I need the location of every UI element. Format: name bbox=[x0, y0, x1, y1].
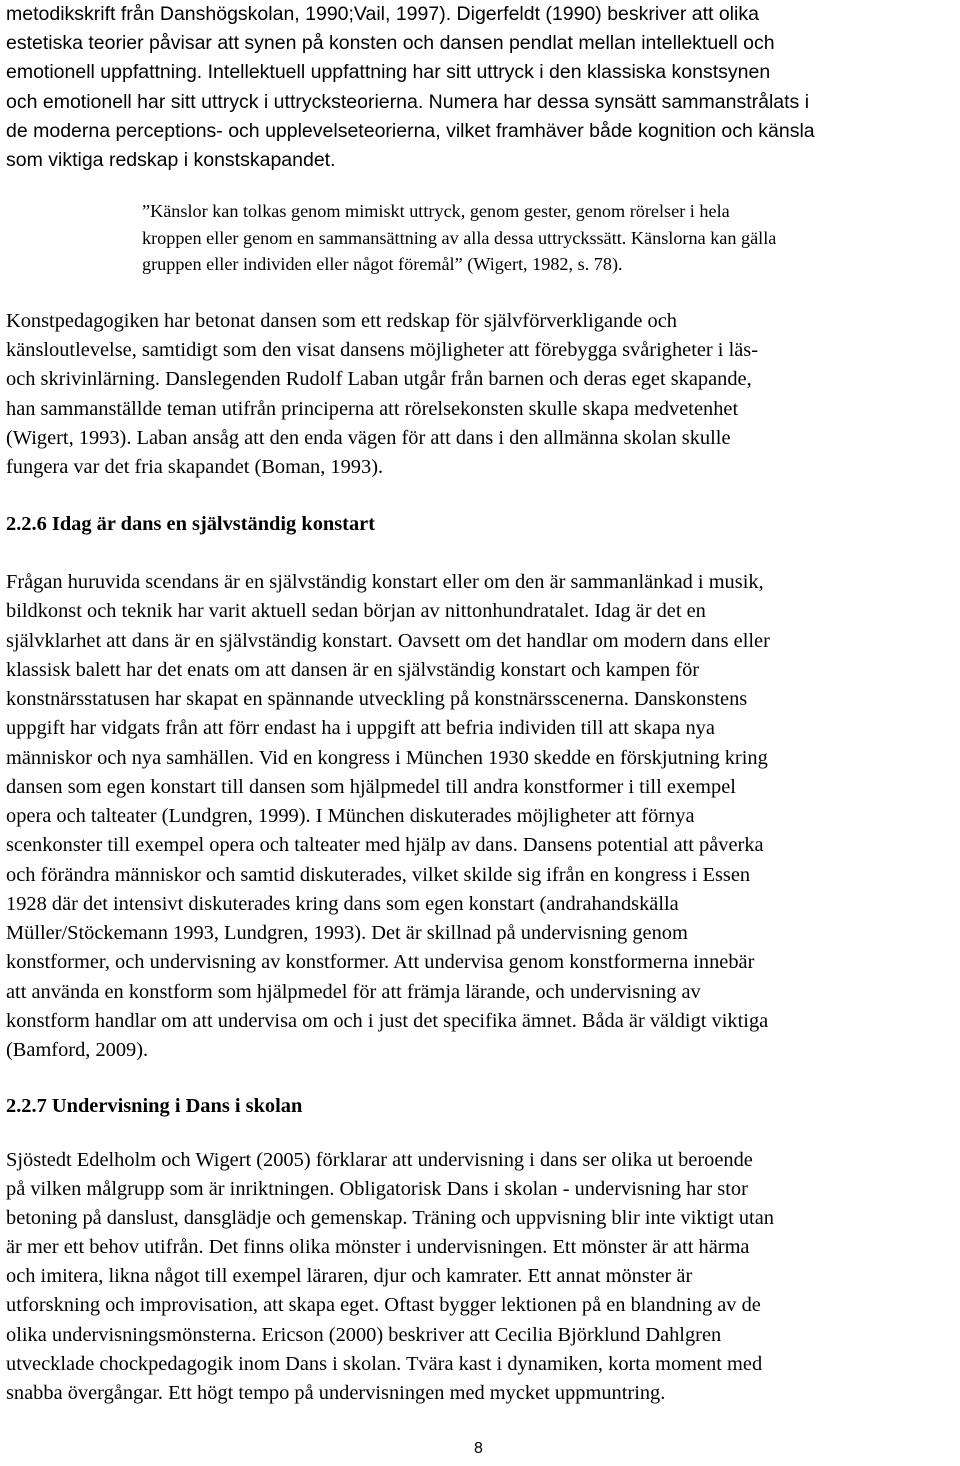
text-line: olika undervisningsmönsterna. Ericson (2000) beskriver att Cecilia Björklund Dahlgren bbox=[6, 1323, 722, 1346]
text-line: och imitera, likna något till exempel läraren, djur och kamrater. Ett annat mönster är bbox=[6, 1265, 693, 1288]
text-line: Müller/Stöckemann 1993, Lundgren, 1993). Det är skillnad på undervisning genom bbox=[6, 922, 688, 944]
text-line: snabba övergångar. Ett högt tempo på undervisningen med mycket uppmuntring. bbox=[6, 1381, 666, 1404]
text-line: metodikskrift från Danshögskolan, 1990;Vail, 1997). Digerfeldt (1990) beskriver att olika bbox=[6, 3, 759, 25]
text-line: som viktiga redskap i konstskapandet. bbox=[6, 149, 336, 172]
block-quote bbox=[142, 198, 776, 278]
text-line: är mer ett behov utifrån. Det finns olika mönster i undervisningen. Ett mönster är att härma bbox=[6, 1236, 750, 1259]
text-line: utforskning och improvisation, att skapa eget. Oftast bygger lektionen på en blandning av de bbox=[6, 1294, 761, 1317]
quote-line: ”Känslor kan tolkas genom mimiskt uttryck, genom gester, genom rörelser i hela bbox=[142, 201, 730, 221]
page-number: 8 bbox=[474, 1440, 483, 1457]
text-line: (Wigert, 1993). Laban ansåg att den enda vägen för att dans i den allmänna skolan skulle bbox=[6, 426, 731, 449]
text-line: uppgift har vidgats från att förr endast ha i uppgift att befria individen till att skapa nya bbox=[6, 717, 715, 740]
text-line: estetiska teorier påvisar att synen på konsten och dansen pendlat mellan intellektuell och bbox=[6, 32, 775, 55]
text-line: självklarhet att dans är en självständig konstart. Oavsett om det handlar om modern dans eller bbox=[6, 629, 770, 652]
text-line: fungera var det fria skapandet (Boman, 1993). bbox=[6, 456, 384, 479]
text-line: att använda en konstform som hjälpmedel för att främja lärande, och undervisning av bbox=[6, 980, 701, 1003]
konstpedagogik-paragraph bbox=[6, 307, 758, 482]
text-line: betoning på danslust, dansglädje och gemenskap. Träning och uppvisning blir inte viktigt utan bbox=[6, 1207, 774, 1230]
text-line: 1928 där det intensivt diskuterades kring dans som egen konstart (andrahandskälla bbox=[6, 892, 679, 915]
text-line: på vilken målgrupp som är inriktningen. Obligatorisk Dans i skolan - undervisning har stor bbox=[6, 1178, 748, 1201]
text-line: känsloutlevelse, samtidigt som den visat dansens möjligheter att förebygga svårigheter i läs- bbox=[6, 339, 759, 362]
text-line: och emotionell har sitt uttryck i uttrycksteorierna. Numera har dessa synsätt sammanstrålats i bbox=[6, 90, 810, 113]
section-heading-227: 2.2.7 Undervisning i Dans i skolan bbox=[6, 1095, 303, 1117]
text-line: konstnärsstatusen har skapat en spännande utveckling på konstnärsscenerna. Danskonstens bbox=[6, 688, 748, 710]
text-line: Sjöstedt Edelholm och Wigert (2005) förklarar att undervisning i dans ser olika ut beroende bbox=[6, 1149, 753, 1171]
section-227-paragraph bbox=[6, 1146, 774, 1408]
text-line: Frågan huruvida scendans är en självständig konstart eller om den är sammanlänkad i musik, bbox=[6, 571, 764, 593]
text-line: dansen som egen konstart till dansen som hjälpmedel till andra konstformer i till exempel bbox=[6, 775, 736, 798]
text-line: (Bamford, 2009). bbox=[6, 1039, 149, 1061]
intro-paragraph bbox=[6, 0, 815, 175]
text-line: utvecklade chockpedagogik inom Dans i skolan. Tvära kast i dynamiken, korta moment med bbox=[6, 1352, 763, 1375]
text-line: emotionell uppfattning. Intellektuell uppfattning har sitt uttryck i den klassiska konstsynen bbox=[6, 61, 771, 84]
section-heading-226: 2.2.6 Idag är dans en självständig konstart bbox=[6, 513, 375, 535]
text-line: han sammanställde teman utifrån principerna att rörelsekonsten skulle skapa medvetenhet bbox=[6, 397, 739, 420]
text-line: konstform handlar om att undervisa om och i just det specifika ämnet. Båda är väldigt viktiga bbox=[6, 1009, 769, 1032]
text-line: klassisk balett har det enats om att dansen är en självständig konstart och kampen för bbox=[6, 658, 700, 681]
section-226-paragraph bbox=[6, 568, 770, 1065]
text-line: scenkonster till exempel opera och talteater med hjälp av dans. Dansens potential att påverka bbox=[6, 834, 764, 857]
text-line: människor och nya samhällen. Vid en kongress i München 1930 skedde en förskjutning kring bbox=[6, 746, 768, 769]
text-line: Konstpedagogiken har betonat dansen som ett redskap för självförverkligande och bbox=[6, 310, 677, 332]
text-line: konstformer, och undervisning av konstformer. Att undervisa genom konstformerna innebär bbox=[6, 951, 755, 974]
text-line: opera och talteater (Lundgren, 1999). I München diskuterades möjligheter att förnya bbox=[6, 805, 695, 827]
text-line: och skrivinlärning. Danslegenden Rudolf Laban utgår från barnen och deras eget skapande, bbox=[6, 368, 752, 391]
text-line: och förändra människor och samtid diskuterades, vilket skilde sig ifrån en kongress i Essen bbox=[6, 863, 751, 886]
quote-line: gruppen eller individen eller något föremål” (Wigert, 1982, s. 78). bbox=[142, 254, 623, 274]
quote-line: kroppen eller genom en sammansättning av alla dessa uttryckssätt. Känslorna kan gälla bbox=[142, 227, 777, 248]
text-line: de moderna perceptions- och upplevelseteorierna, vilket framhäver både kognition och känsla bbox=[6, 119, 815, 142]
text-line: bildkonst och teknik har varit aktuell sedan början av nittonhundratalet. Idag är det en bbox=[6, 600, 706, 623]
